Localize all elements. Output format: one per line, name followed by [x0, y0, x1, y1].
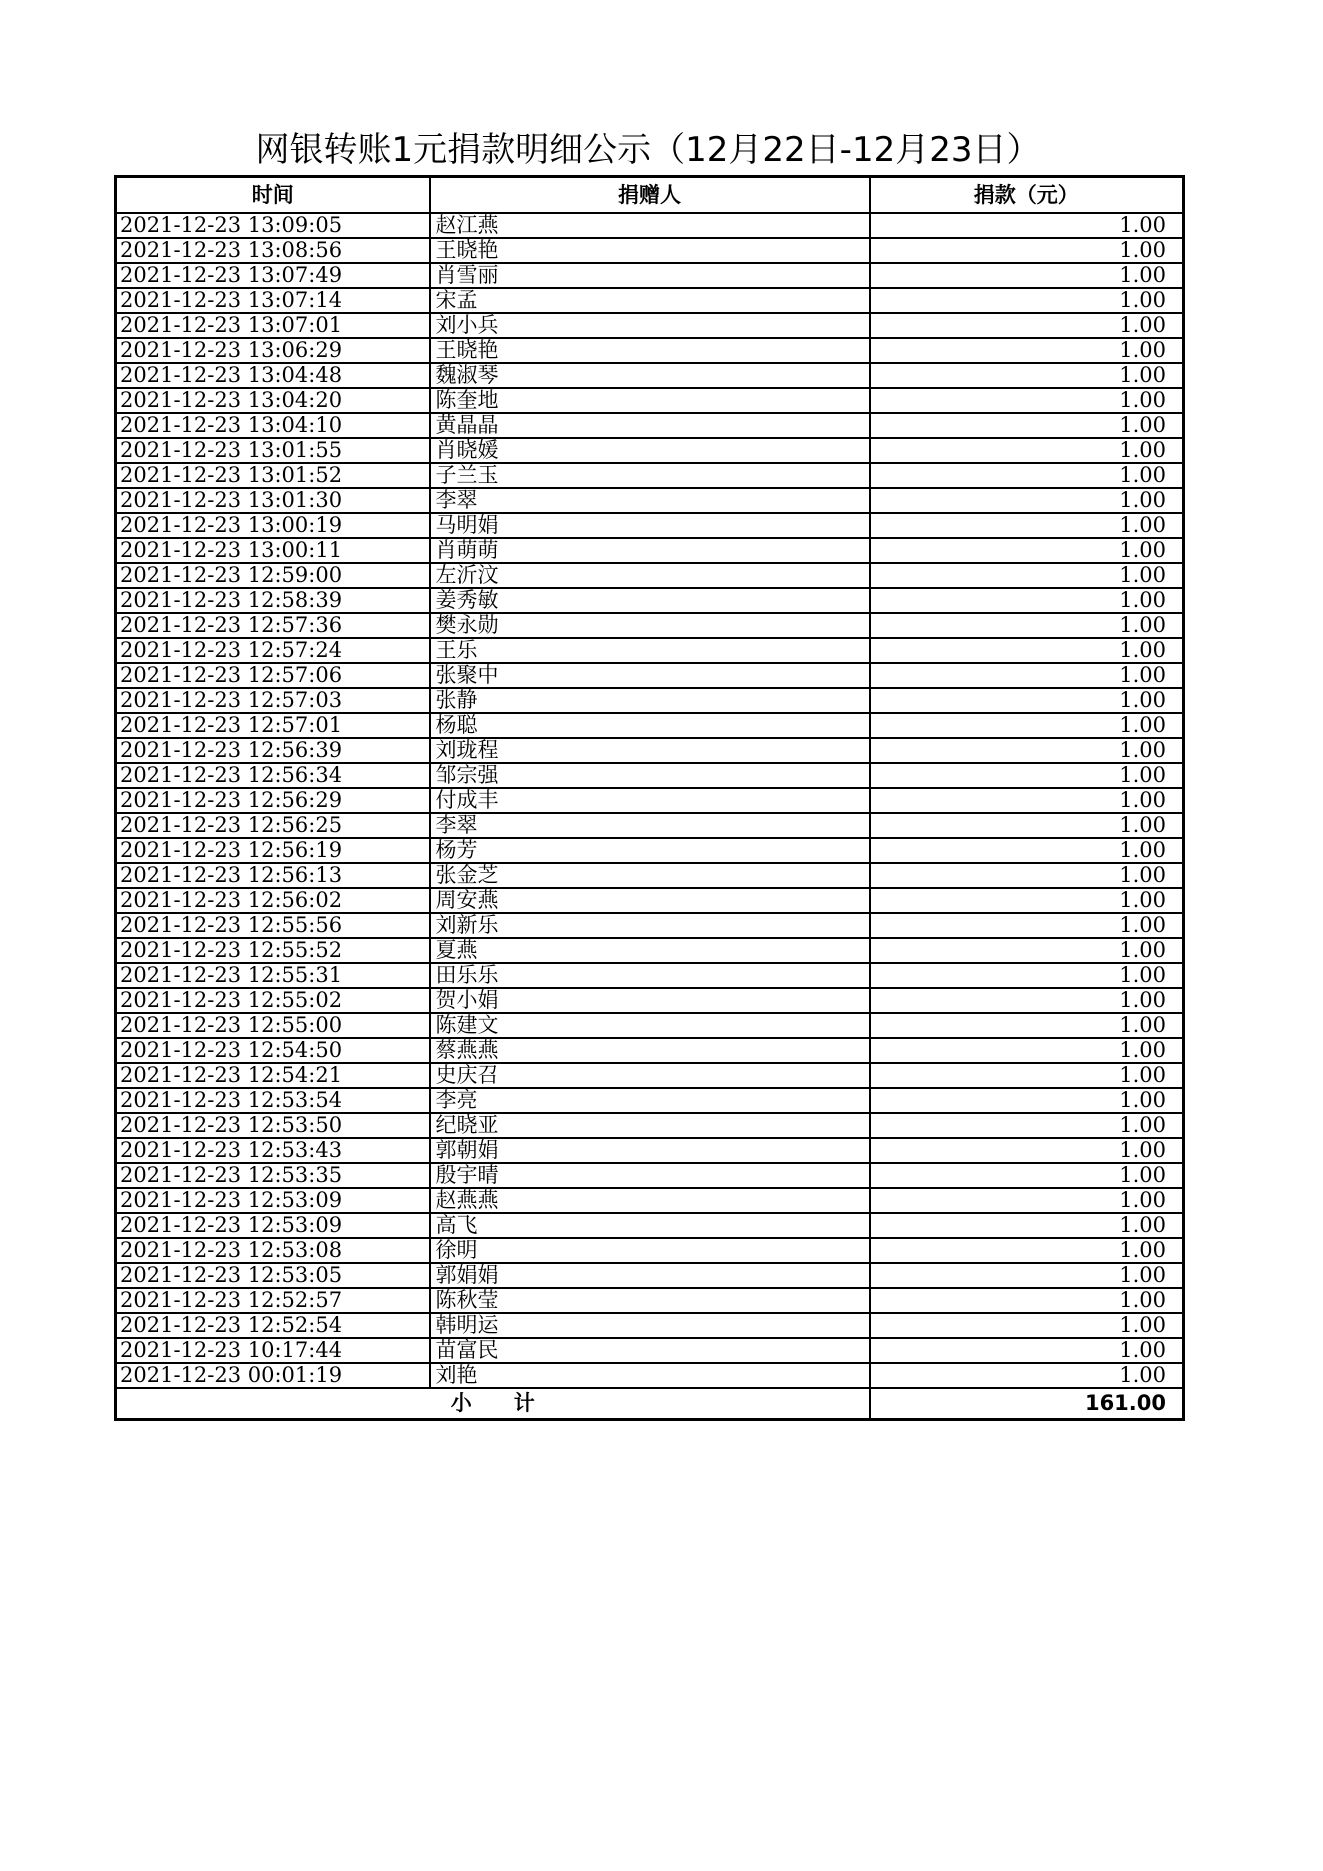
donation-amount: 1.00 — [870, 238, 1184, 263]
donor-name: 赵江燕 — [430, 213, 870, 238]
table-row — [116, 713, 1184, 738]
donation-amount: 1.00 — [870, 388, 1184, 413]
donor-name: 姜秀敏 — [430, 588, 870, 613]
donor-name: 邹宗强 — [430, 763, 870, 788]
donation-amount: 1.00 — [870, 813, 1184, 838]
donor-name: 陈秋莹 — [430, 1288, 870, 1313]
donation-time: 2021-12-23 13:01:30 — [116, 488, 430, 513]
donor-name: 殷宇晴 — [430, 1163, 870, 1188]
donation-time: 2021-12-23 10:17:44 — [116, 1338, 430, 1363]
donor-name: 蔡燕燕 — [430, 1038, 870, 1063]
table-row — [116, 1013, 1184, 1038]
donation-time: 2021-12-23 00:01:19 — [116, 1363, 430, 1388]
donation-amount: 1.00 — [870, 1063, 1184, 1088]
table-row — [116, 613, 1184, 638]
donor-name: 肖萌萌 — [430, 538, 870, 563]
donor-name: 付成丰 — [430, 788, 870, 813]
table-row — [116, 488, 1184, 513]
donation-amount: 1.00 — [870, 338, 1184, 363]
donation-table — [114, 175, 1185, 1421]
donation-time: 2021-12-23 12:55:31 — [116, 963, 430, 988]
donation-time: 2021-12-23 12:57:03 — [116, 688, 430, 713]
donation-amount: 1.00 — [870, 913, 1184, 938]
donation-amount: 1.00 — [870, 1363, 1184, 1388]
donation-amount: 1.00 — [870, 838, 1184, 863]
donation-amount: 1.00 — [870, 1113, 1184, 1138]
table-row — [116, 563, 1184, 588]
donation-time: 2021-12-23 12:56:39 — [116, 738, 430, 763]
donation-time: 2021-12-23 13:01:52 — [116, 463, 430, 488]
donation-amount: 1.00 — [870, 463, 1184, 488]
donor-name: 郭娟娟 — [430, 1263, 870, 1288]
subtotal-amount: 161.00 — [870, 1388, 1184, 1420]
donor-name: 陈建文 — [430, 1013, 870, 1038]
donation-time: 2021-12-23 12:52:54 — [116, 1313, 430, 1338]
table-row — [116, 238, 1184, 263]
donation-amount: 1.00 — [870, 1088, 1184, 1113]
donor-name: 杨芳 — [430, 838, 870, 863]
donation-time: 2021-12-23 13:04:48 — [116, 363, 430, 388]
page-title: 网银转账1元捐款明细公示（12月22日-12月23日） — [255, 130, 1041, 170]
donation-amount: 1.00 — [870, 788, 1184, 813]
table-row — [116, 838, 1184, 863]
donor-name: 刘珑程 — [430, 738, 870, 763]
donor-name: 史庆召 — [430, 1063, 870, 1088]
table-row — [116, 1313, 1184, 1338]
table-body — [116, 213, 1184, 1388]
donation-time: 2021-12-23 12:53:43 — [116, 1138, 430, 1163]
donation-amount: 1.00 — [870, 413, 1184, 438]
donor-name: 周安燕 — [430, 888, 870, 913]
donation-time: 2021-12-23 12:52:57 — [116, 1288, 430, 1313]
table-row — [116, 388, 1184, 413]
donor-name: 郭朝娟 — [430, 1138, 870, 1163]
table-row — [116, 413, 1184, 438]
table-row — [116, 938, 1184, 963]
donation-time: 2021-12-23 12:54:21 — [116, 1063, 430, 1088]
table-row — [116, 1238, 1184, 1263]
donor-name: 樊永勋 — [430, 613, 870, 638]
donation-amount: 1.00 — [870, 963, 1184, 988]
donation-time: 2021-12-23 13:09:05 — [116, 213, 430, 238]
donation-time: 2021-12-23 12:56:25 — [116, 813, 430, 838]
table-row — [116, 688, 1184, 713]
donation-time: 2021-12-23 13:04:20 — [116, 388, 430, 413]
donor-name: 子兰玉 — [430, 463, 870, 488]
donor-name: 刘艳 — [430, 1363, 870, 1388]
donation-amount: 1.00 — [870, 1263, 1184, 1288]
donation-time: 2021-12-23 13:07:01 — [116, 313, 430, 338]
column-header-donor: 捐赠人 — [430, 177, 870, 214]
donation-amount: 1.00 — [870, 363, 1184, 388]
donation-amount: 1.00 — [870, 313, 1184, 338]
donation-amount: 1.00 — [870, 713, 1184, 738]
table-row — [116, 1163, 1184, 1188]
donation-time: 2021-12-23 13:04:10 — [116, 413, 430, 438]
subtotal-label: 小 计 — [116, 1388, 870, 1420]
donation-amount: 1.00 — [870, 1138, 1184, 1163]
donation-time: 2021-12-23 12:54:50 — [116, 1038, 430, 1063]
donation-time: 2021-12-23 12:53:08 — [116, 1238, 430, 1263]
donation-amount: 1.00 — [870, 763, 1184, 788]
table-row — [116, 463, 1184, 488]
table-row — [116, 338, 1184, 363]
donation-amount: 1.00 — [870, 588, 1184, 613]
table-row — [116, 1113, 1184, 1138]
donor-name: 李翠 — [430, 813, 870, 838]
donation-amount: 1.00 — [870, 863, 1184, 888]
donor-name: 陈奎地 — [430, 388, 870, 413]
donor-name: 王乐 — [430, 638, 870, 663]
table-row — [116, 1088, 1184, 1113]
donor-name: 黄晶晶 — [430, 413, 870, 438]
donation-time: 2021-12-23 12:55:00 — [116, 1013, 430, 1038]
donation-time: 2021-12-23 13:07:49 — [116, 263, 430, 288]
donation-amount: 1.00 — [870, 738, 1184, 763]
donation-time: 2021-12-23 12:55:56 — [116, 913, 430, 938]
table-row — [116, 1213, 1184, 1238]
donation-time: 2021-12-23 12:55:52 — [116, 938, 430, 963]
table-row — [116, 813, 1184, 838]
donor-name: 魏淑琴 — [430, 363, 870, 388]
donation-amount: 1.00 — [870, 663, 1184, 688]
donation-time: 2021-12-23 13:00:19 — [116, 513, 430, 538]
donation-amount: 1.00 — [870, 1013, 1184, 1038]
table-row — [116, 863, 1184, 888]
table-row — [116, 888, 1184, 913]
donor-name: 贺小娟 — [430, 988, 870, 1013]
donor-name: 左沂汶 — [430, 563, 870, 588]
donation-time: 2021-12-23 12:53:35 — [116, 1163, 430, 1188]
donor-name: 李亮 — [430, 1088, 870, 1113]
table-row — [116, 363, 1184, 388]
table-row — [116, 313, 1184, 338]
subtotal-row — [116, 1388, 1184, 1420]
donor-name: 王晓艳 — [430, 238, 870, 263]
donation-time: 2021-12-23 12:59:00 — [116, 563, 430, 588]
donation-time: 2021-12-23 12:58:39 — [116, 588, 430, 613]
donor-name: 肖晓媛 — [430, 438, 870, 463]
donor-name: 张静 — [430, 688, 870, 713]
donation-amount: 1.00 — [870, 1288, 1184, 1313]
donation-time: 2021-12-23 12:57:01 — [116, 713, 430, 738]
donor-name: 张聚中 — [430, 663, 870, 688]
donor-name: 田乐乐 — [430, 963, 870, 988]
donation-time: 2021-12-23 12:56:34 — [116, 763, 430, 788]
donation-time: 2021-12-23 13:07:14 — [116, 288, 430, 313]
donor-name: 苗富民 — [430, 1338, 870, 1363]
donation-time: 2021-12-23 12:56:19 — [116, 838, 430, 863]
donation-amount: 1.00 — [870, 1188, 1184, 1213]
donor-name: 李翠 — [430, 488, 870, 513]
donor-name: 徐明 — [430, 1238, 870, 1263]
donation-amount: 1.00 — [870, 563, 1184, 588]
donation-time: 2021-12-23 12:57:24 — [116, 638, 430, 663]
donation-amount: 1.00 — [870, 213, 1184, 238]
donation-time: 2021-12-23 12:53:05 — [116, 1263, 430, 1288]
donation-amount: 1.00 — [870, 613, 1184, 638]
donor-name: 纪晓亚 — [430, 1113, 870, 1138]
table-row — [116, 438, 1184, 463]
donation-time: 2021-12-23 13:08:56 — [116, 238, 430, 263]
donor-name: 宋孟 — [430, 288, 870, 313]
donor-name: 刘新乐 — [430, 913, 870, 938]
table-row — [116, 788, 1184, 813]
donor-name: 赵燕燕 — [430, 1188, 870, 1213]
donation-amount: 1.00 — [870, 263, 1184, 288]
table-row — [116, 588, 1184, 613]
table-row — [116, 738, 1184, 763]
donation-amount: 1.00 — [870, 1213, 1184, 1238]
donation-amount: 1.00 — [870, 513, 1184, 538]
table-row — [116, 513, 1184, 538]
table-row — [116, 963, 1184, 988]
donation-time: 2021-12-23 12:56:13 — [116, 863, 430, 888]
donation-amount: 1.00 — [870, 1238, 1184, 1263]
donation-time: 2021-12-23 12:53:09 — [116, 1213, 430, 1238]
donation-amount: 1.00 — [870, 438, 1184, 463]
table-row — [116, 538, 1184, 563]
table-row — [116, 1063, 1184, 1088]
table-row — [116, 1338, 1184, 1363]
donation-time: 2021-12-23 12:55:02 — [116, 988, 430, 1013]
table-row — [116, 288, 1184, 313]
donation-amount: 1.00 — [870, 888, 1184, 913]
donor-name: 杨聪 — [430, 713, 870, 738]
column-header-time: 时间 — [116, 177, 430, 214]
donor-name: 张金芝 — [430, 863, 870, 888]
donation-time: 2021-12-23 12:57:06 — [116, 663, 430, 688]
donor-name: 马明娟 — [430, 513, 870, 538]
donation-amount: 1.00 — [870, 1338, 1184, 1363]
donor-name: 刘小兵 — [430, 313, 870, 338]
table-row — [116, 763, 1184, 788]
table-row — [116, 913, 1184, 938]
donation-time: 2021-12-23 12:53:09 — [116, 1188, 430, 1213]
table-row — [116, 1188, 1184, 1213]
donor-name: 高飞 — [430, 1213, 870, 1238]
column-header-amount: 捐款（元） — [870, 177, 1184, 214]
donation-time: 2021-12-23 12:56:02 — [116, 888, 430, 913]
donation-time: 2021-12-23 12:53:50 — [116, 1113, 430, 1138]
table-row — [116, 663, 1184, 688]
donor-name: 韩明运 — [430, 1313, 870, 1338]
donation-amount: 1.00 — [870, 1038, 1184, 1063]
table-row — [116, 263, 1184, 288]
donation-amount: 1.00 — [870, 988, 1184, 1013]
donation-time: 2021-12-23 13:06:29 — [116, 338, 430, 363]
donation-time: 2021-12-23 12:53:54 — [116, 1088, 430, 1113]
donation-time: 2021-12-23 12:57:36 — [116, 613, 430, 638]
donation-amount: 1.00 — [870, 1313, 1184, 1338]
donation-amount: 1.00 — [870, 1163, 1184, 1188]
donation-amount: 1.00 — [870, 688, 1184, 713]
donation-amount: 1.00 — [870, 288, 1184, 313]
table-row — [116, 1263, 1184, 1288]
header-row — [116, 177, 1184, 214]
table-row — [116, 1038, 1184, 1063]
table-row — [116, 213, 1184, 238]
donation-amount: 1.00 — [870, 488, 1184, 513]
table-row — [116, 988, 1184, 1013]
donation-amount: 1.00 — [870, 538, 1184, 563]
table-row — [116, 1288, 1184, 1313]
table-row — [116, 1363, 1184, 1388]
table-row — [116, 1138, 1184, 1163]
donor-name: 王晓艳 — [430, 338, 870, 363]
donor-name: 肖雪丽 — [430, 263, 870, 288]
table-row — [116, 638, 1184, 663]
donation-time: 2021-12-23 13:00:11 — [116, 538, 430, 563]
donation-time: 2021-12-23 13:01:55 — [116, 438, 430, 463]
donation-time: 2021-12-23 12:56:29 — [116, 788, 430, 813]
donation-amount: 1.00 — [870, 938, 1184, 963]
donor-name: 夏燕 — [430, 938, 870, 963]
donation-amount: 1.00 — [870, 638, 1184, 663]
